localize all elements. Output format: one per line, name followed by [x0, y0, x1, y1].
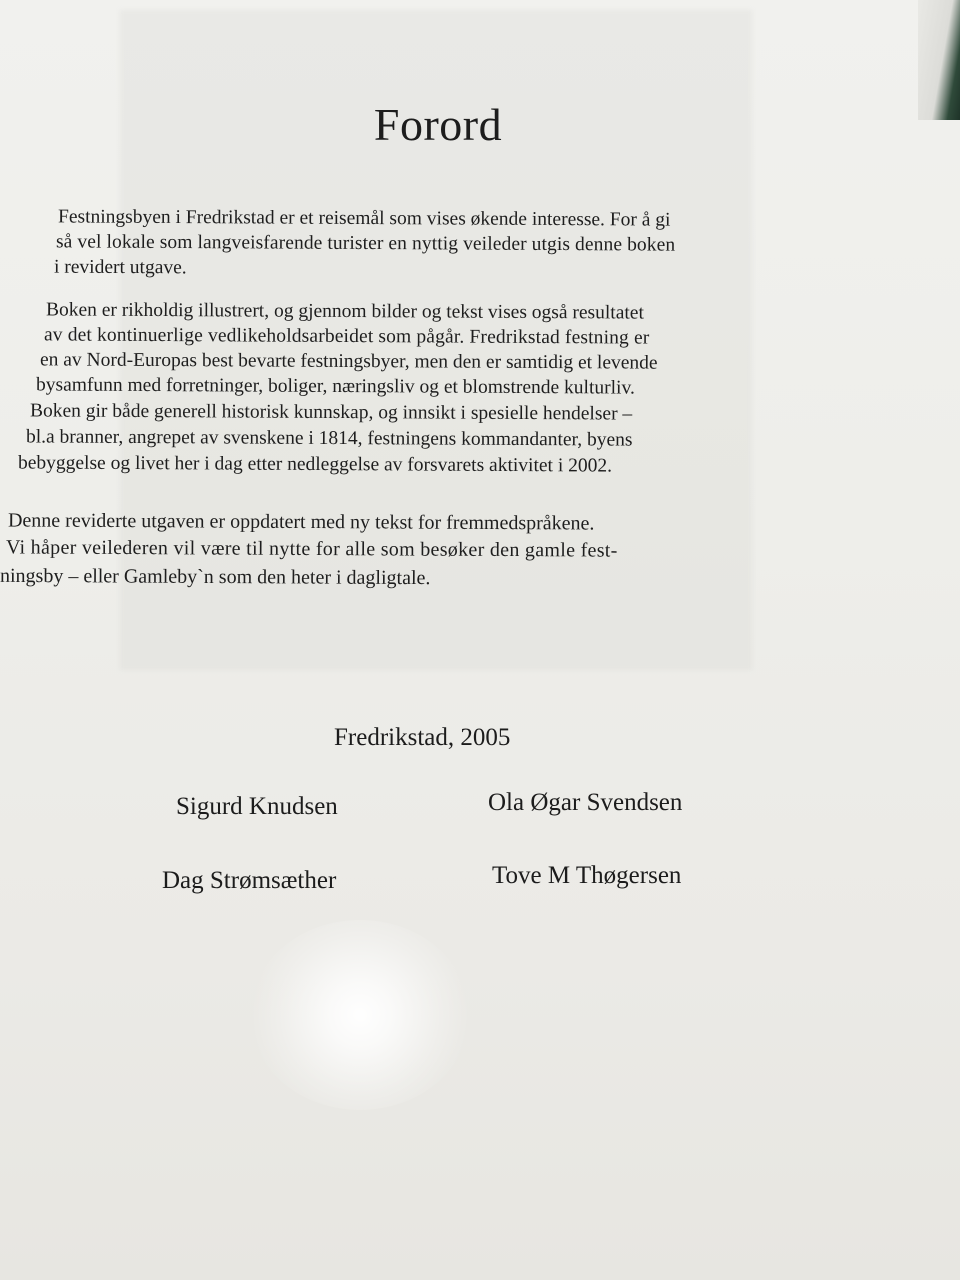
paragraph-3-line-3: ningsby – eller Gamleby`n som den heter i dagligtale.	[0, 564, 431, 590]
paragraph-2-line-4: bysamfunn med forretninger, boliger, næringsliv og et blomstrende kulturliv.	[35, 374, 635, 399]
author-dag-stromsaether: Dag Strømsæther	[162, 867, 337, 894]
paragraph-1-line-1: Festningsbyen i Fredrikstad er et reisemål som vises økende interesse. For å gi	[57, 206, 671, 231]
place-date: Fredrikstad, 2005	[334, 724, 511, 751]
page-title: Forord	[373, 99, 503, 150]
paragraph-3-line-2: Vi håper veilederen vil være til nytte for alle som besøker den gamle fest-	[5, 536, 618, 562]
paragraph-2-line-2: av det kontinuerlige vedlikeholdsarbeidet som pågår. Fredrikstad festning er	[43, 324, 650, 349]
paragraph-2-line-7: bebyggelse og livet her i dag etter nedleggelse av forsvarets aktivitet i 2002.	[17, 452, 613, 477]
paragraph-2-line-3: en av Nord-Europas best bevarte festningsbyer, men den er samtidig et levende	[39, 349, 658, 374]
paragraph-2-line-1: Boken er rikholdig illustrert, og gjennom bilder og tekst vises også resultatet	[45, 299, 644, 324]
author-sigurd-knudsen: Sigurd Knudsen	[176, 793, 338, 820]
paragraph-3-line-1: Denne reviderte utgaven er oppdatert med ny tekst for fremmedspråkene.	[7, 509, 595, 535]
book-cover-edge	[918, 0, 960, 120]
light-glare	[250, 920, 470, 1110]
paragraph-1-line-3: i revidert utgave.	[53, 256, 187, 279]
paragraph-2-line-5: Boken gir både generell historisk kunnskap, og innsikt i spesielle hendelser –	[29, 400, 633, 425]
author-tove-m-thogersen: Tove M Thøgersen	[492, 862, 682, 889]
author-ola-ogar-svendsen: Ola Øgar Svendsen	[488, 789, 683, 816]
paragraph-1-line-2: så vel lokale som langveisfarende turister en nyttig veileder utgis denne boken	[55, 231, 676, 256]
paragraph-2-line-6: bl.a branner, angrepet av svenskene i 1814, festningens kommandanter, byens	[25, 426, 633, 451]
